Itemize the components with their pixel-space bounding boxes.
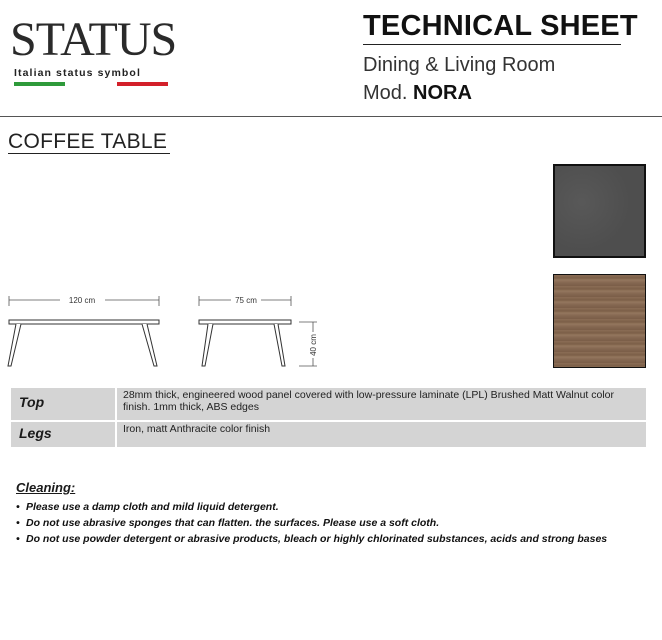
bullet-icon: • bbox=[16, 533, 20, 545]
spec-label: Top bbox=[10, 387, 116, 421]
table-front-outline bbox=[8, 320, 159, 366]
product-name-underline bbox=[8, 153, 170, 154]
spec-label: Legs bbox=[10, 421, 116, 448]
spec-value: 28mm thick, engineered wood panel covered with low-pressure laminate (LPL) Brushed Matt Walnut color finish. 1mm thick, ABS edges bbox=[116, 387, 647, 421]
flag-green bbox=[14, 82, 65, 86]
cleaning-item-text: Do not use abrasive sponges that can flatten. the surfaces. Please use a soft cloth. bbox=[26, 517, 440, 529]
cleaning-item-text: Please use a damp cloth and mild liquid detergent. bbox=[26, 501, 279, 513]
cleaning-title: Cleaning: bbox=[16, 480, 76, 495]
anthracite-swatch bbox=[553, 164, 646, 258]
bullet-icon: • bbox=[16, 501, 20, 513]
brand-logo bbox=[10, 13, 177, 92]
cleaning-item bbox=[16, 531, 607, 547]
title-underline bbox=[363, 44, 621, 45]
product-name: COFFEE TABLE bbox=[8, 130, 168, 153]
front-view-drawing bbox=[4, 292, 164, 374]
sheet-model bbox=[363, 82, 472, 105]
width-dimension-label: 120 cm bbox=[68, 296, 96, 305]
height-dimension-label: 40 cm bbox=[309, 334, 318, 356]
table-side-outline bbox=[199, 320, 291, 366]
brand-name: STATUS bbox=[10, 13, 177, 66]
header-divider bbox=[0, 116, 662, 117]
model-name: NORA bbox=[413, 82, 472, 104]
flag-red bbox=[117, 82, 168, 86]
walnut-swatch bbox=[553, 274, 646, 368]
cleaning-item bbox=[16, 515, 607, 531]
model-prefix: Mod. bbox=[363, 82, 408, 104]
brand-tagline: Italian status symbol bbox=[14, 67, 141, 79]
flag-white bbox=[65, 82, 116, 86]
side-view-drawing bbox=[195, 292, 335, 374]
italian-flag-stripe bbox=[14, 82, 168, 86]
cleaning-item-text: Do not use powder detergent or abrasive products, bleach or highly chlorinated substances, acids and strong bases bbox=[26, 533, 608, 545]
spec-value: Iron, matt Anthracite color finish bbox=[116, 421, 647, 448]
sheet-category: Dining & Living Room bbox=[363, 54, 556, 76]
cleaning-list bbox=[16, 499, 607, 547]
bullet-icon: • bbox=[16, 517, 20, 529]
sheet-title: TECHNICAL SHEET bbox=[363, 10, 638, 42]
spec-table bbox=[9, 386, 648, 449]
spec-row-legs bbox=[10, 421, 647, 448]
cleaning-item bbox=[16, 499, 607, 515]
depth-dimension-label: 75 cm bbox=[235, 296, 257, 305]
spec-row-top bbox=[10, 387, 647, 421]
